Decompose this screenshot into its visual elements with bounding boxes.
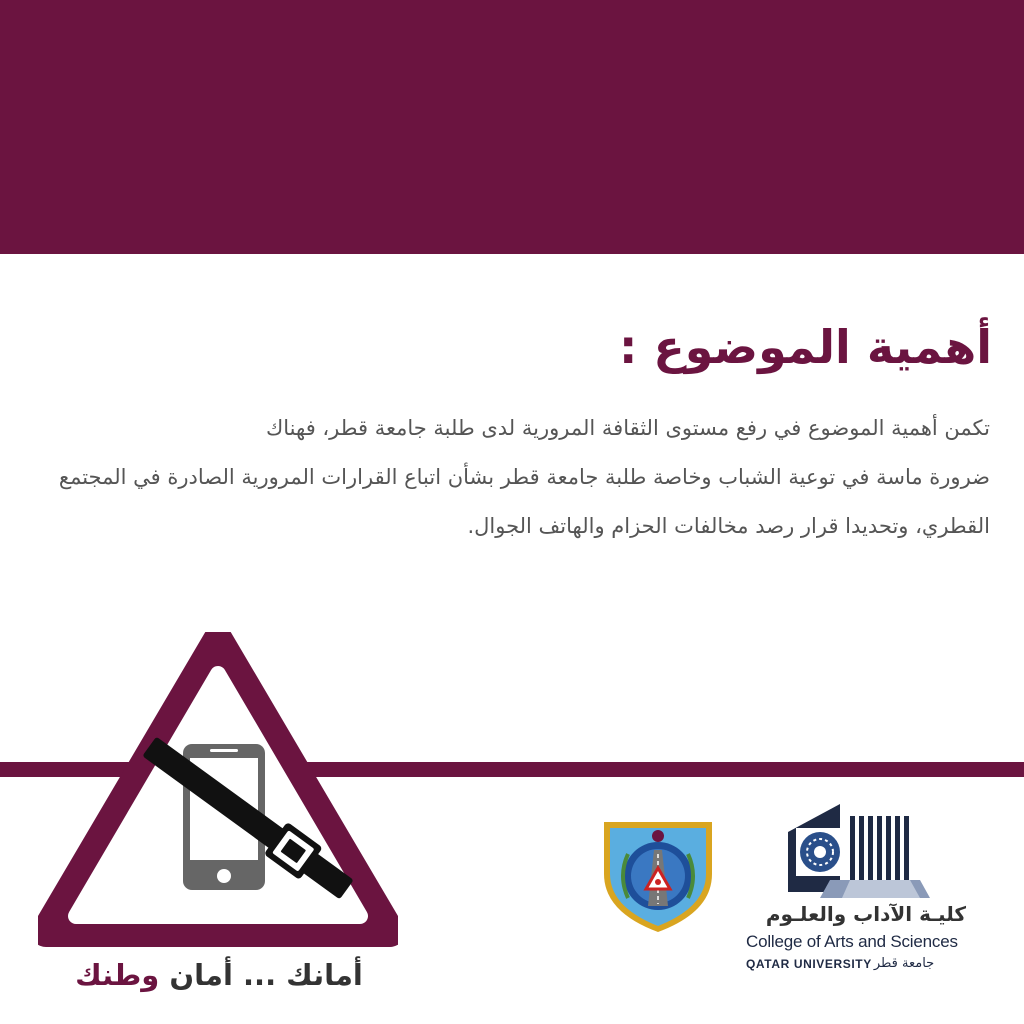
campaign-slogan	[74, 958, 364, 992]
phone-seatbelt-warning-icon	[38, 632, 398, 962]
university-name-english: QATAR UNIVERSITY	[746, 956, 872, 971]
section-title: أهمية الموضوع :	[618, 320, 992, 374]
paragraph-line: القطري، وتحديدا قرار رصد مخالفات الحزام والهاتف الجوال.	[467, 514, 990, 538]
university-name	[746, 956, 934, 971]
header-banner	[0, 0, 1024, 254]
slogan-part1: أمانك ... أمان	[169, 958, 363, 992]
paragraph-line: تكمن أهمية الموضوع في رفع مستوى الثقافة المرورية لدى طلبة جامعة قطر، فهناك	[265, 416, 990, 440]
university-name-arabic: جامعة قطر	[873, 956, 935, 971]
college-name-arabic: كليـة الآداب والعلـوم	[765, 902, 966, 926]
paragraph-line: ضرورة ماسة في توعية الشباب وخاصة طلبة جامعة قطر بشأن اتباع القرارات المرورية الصادرة في المجتمع	[58, 465, 990, 489]
traffic-department-badge-icon	[598, 814, 718, 936]
slogan-part2: وطنك	[75, 958, 160, 992]
college-name-english: College of Arts and Sciences	[746, 932, 958, 951]
section-paragraph	[15, 404, 990, 551]
college-building-logo-icon	[770, 802, 930, 900]
